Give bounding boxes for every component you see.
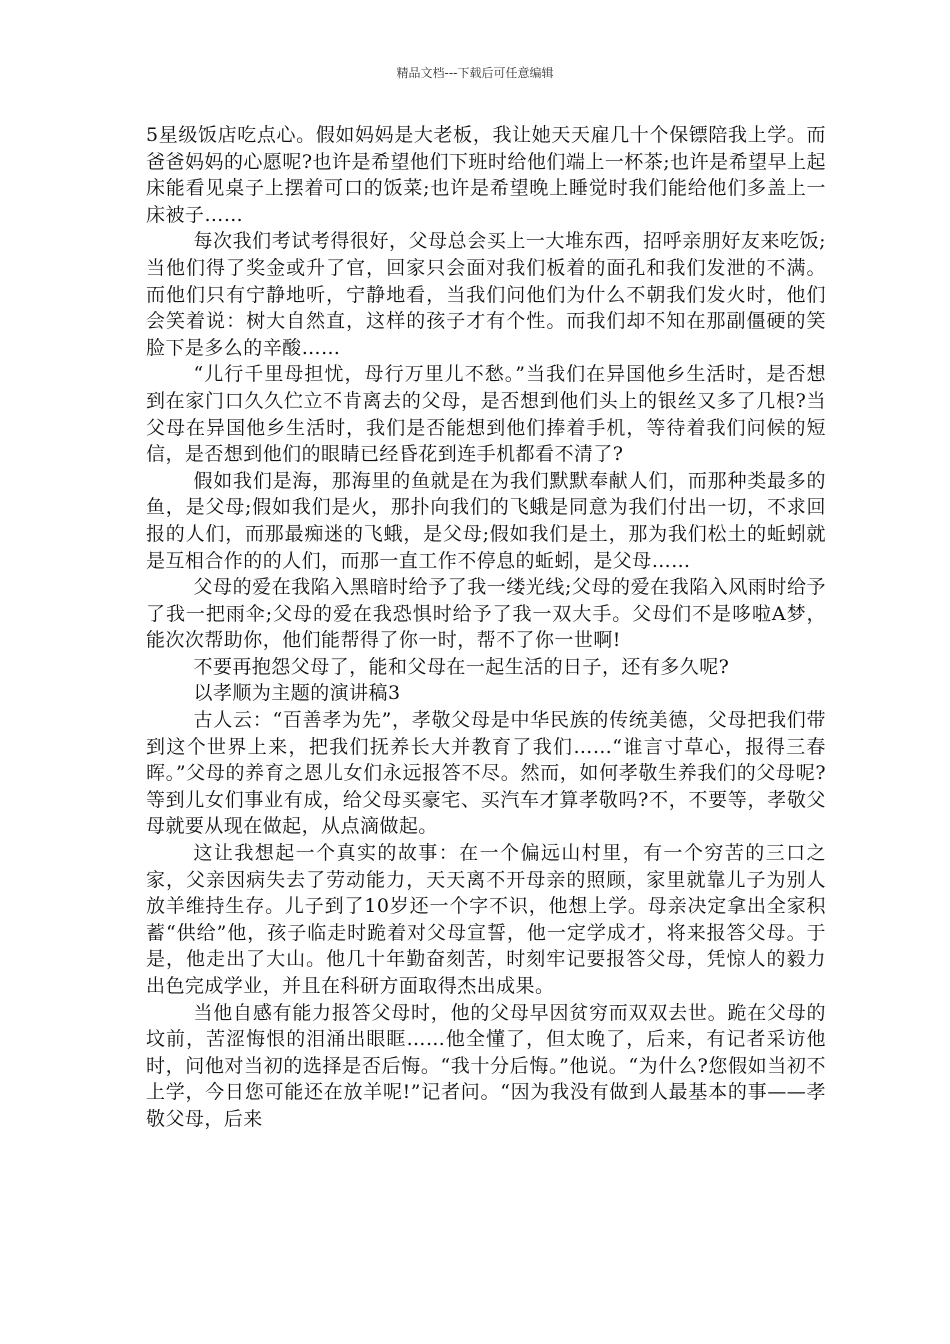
paragraph-3: “儿行千里母担忧，母行万里儿不愁。”当我们在异国他乡生活时，是否想到在家门口久久伫立不肯离去的父母，是否想到他们头上的银丝又多了几根?当父母在异国他乡生活时，我们是否能想到他们捧着手机，等待着我们问候的短信，是否想到他们的眼睛已经昏花到连手机都看不清了? [146,363,826,466]
paragraph-2: 每次我们考试考得很好，父母总会买上一大堆东西，招呼亲朋好友来吃饭;当他们得了奖金或升了官，回家只会面对我们板着的面孔和我们发泄的不满。而他们只有宁静地听，宁静地看，当我们问他们为什么不朝我们发火时，他们会笑着说：树大自然直，这样的孩子才有个性。而我们却不知在那副僵硬的笑脸下是多么的辛酸…… [146,230,826,359]
paragraph-6: 不要再抱怨父母了，能和父母在一起生活的日子，还有多久呢? [193,655,730,678]
paragraph-4: 假如我们是海，那海里的鱼就是在为我们默默奉献人们，而那种类最多的鱼，是父母;假如我们是火，那扑向我们的飞蛾是同意为我们付出一切，不求回报的人们，而那最痴迷的飞蛾，是父母;假如我们是土，那为我们松土的蚯蚓就是互相合作的的人们，而那一直工作不停息的蚯蚓，是父母…… [146,469,826,572]
section-title: 以孝顺为主题的演讲稿3 [193,682,401,705]
paragraph-8: 这让我想起一个真实的故事：在一个偏远山村里，有一个穷苦的三口之家，父亲因病失去了劳动能力，天天离不开母亲的照顾，家里就靠儿子为别人放羊维持生存。儿子到了10岁还一个字不识，他想上学。母亲决定拿出全家积蓄“供给”他，孩子临走时跪着对父母宣誓，他一定学成才，将来报答父母。于是，他走出了大山。他几十年勤奋刻苦，时刻牢记要报答父母，凭惊人的毅力出色完成学业，并且在科研方面取得杰出成果。 [146,842,826,997]
paragraph-7: 古人云：“百善孝为先”，孝敬父母是中华民族的传统美德，父母把我们带到这个世界上来，把我们抚养长大并教育了我们……“谁言寸草心，报得三春晖。”父母的养育之恩儿女们永远报答不尽。然而，如何孝敬生养我们的父母呢?等到儿女们事业有成，给父母买豪宅、买汽车才算孝敬吗?不，不要等，孝敬父母就要从现在做起，从点滴做起。 [146,709,826,838]
paragraph-1: 5星级饭店吃点心。假如妈妈是大老板，我让她天天雇几十个保镖陪我上学。而爸爸妈妈的心愿呢?也许是希望他们下班时给他们端上一杯茶;也许是希望早上起床能看见桌子上摆着可口的饭菜;也许是希望晚上睡觉时我们能给他们多盖上一床被子…… [146,124,826,226]
paragraph-9: 当他自感有能力报答父母时，他的父母早因贫穷而双双去世。跪在父母的坟前，苦涩悔恨的泪涌出眼眶……他全懂了，但太晚了，后来，有记者采访他时，问他对当初的选择是否后悔。“我十分后悔。”他说。“为什么?您假如当初不上学，今日您可能还在放羊呢!”记者问。“因为我没有做到人最基本的事——孝敬父母，后来 [146,1001,826,1130]
page-header: 精品文档---下载后可任意编辑 [396,66,554,80]
paragraph-5: 父母的爱在我陷入黑暗时给予了我一缕光线;父母的爱在我陷入风雨时给予了我一把雨伞;父母的爱在我恐惧时给予了我一双大手。父母们不是哆啦A梦，能次次帮助你，他们能帮得了你一时，帮不了你一世啊! [146,576,826,652]
document-body [146,122,826,1133]
